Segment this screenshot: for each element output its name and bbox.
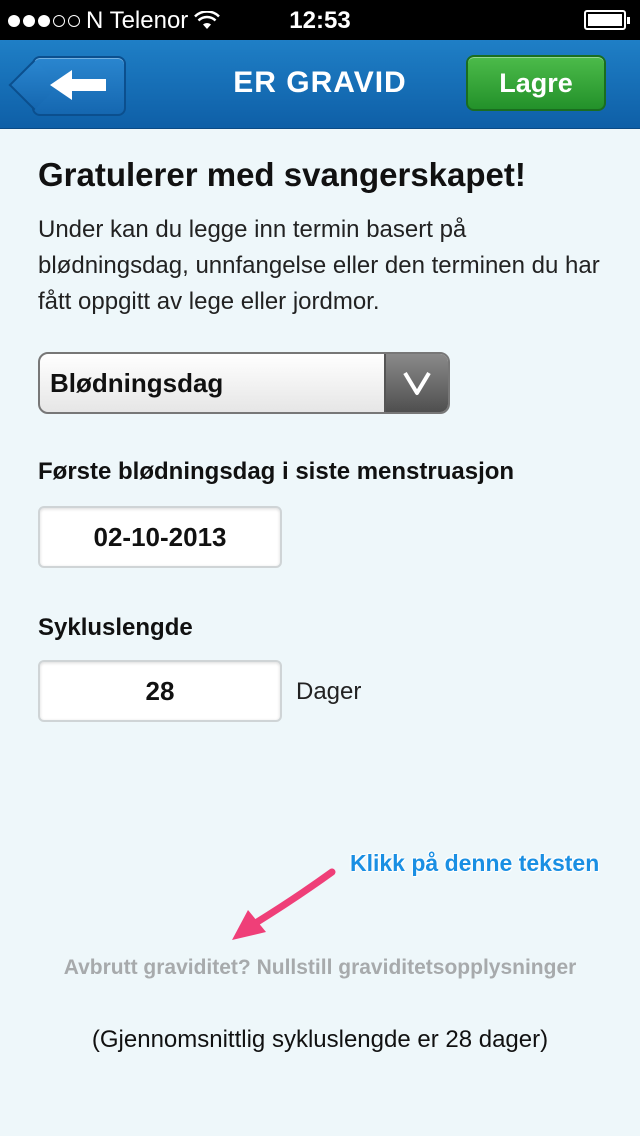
- carrier-name: N Telenor: [86, 7, 189, 34]
- calculation-method-select[interactable]: [38, 352, 450, 414]
- reset-pregnancy-link[interactable]: Avbrutt graviditet? Nullstill graviditetsopplysninger: [63, 956, 577, 979]
- first-bleeding-day-input[interactable]: 02-10-2013: [38, 506, 282, 568]
- pointer-arrow-icon: [226, 866, 338, 946]
- nav-bar: [0, 40, 640, 129]
- status-bar: [0, 0, 640, 40]
- selected-method: Blødningsdag: [50, 368, 224, 398]
- cycle-length-input[interactable]: 28: [38, 660, 282, 722]
- chevron-down-icon: [402, 370, 432, 396]
- first-bleeding-day-label: Første blødningsdag i siste menstruasjon: [38, 458, 515, 485]
- cycle-length-unit: Dager: [296, 678, 362, 705]
- dropdown-toggle[interactable]: [384, 354, 448, 412]
- average-cycle-note: (Gjennomsnittlig sykluslengde er 28 dager): [91, 1026, 549, 1053]
- congrats-heading: Gratulerer med svangerskapet!: [38, 156, 526, 193]
- intro-text: Under kan du legge inn termin basert på blødningsdag, unnfangelse eller den terminen du har fått oppgitt av lege eller jordmor.: [38, 216, 600, 315]
- hint-annotation: Klikk på denne teksten: [350, 850, 600, 876]
- save-button[interactable]: Lagre: [466, 55, 606, 111]
- battery-icon: [584, 10, 626, 30]
- status-time: 12:53: [289, 7, 351, 34]
- cycle-length-label: Sykluslengde: [38, 614, 193, 641]
- battery-fill: [588, 14, 622, 26]
- page-title: ER GRAVID: [233, 66, 407, 99]
